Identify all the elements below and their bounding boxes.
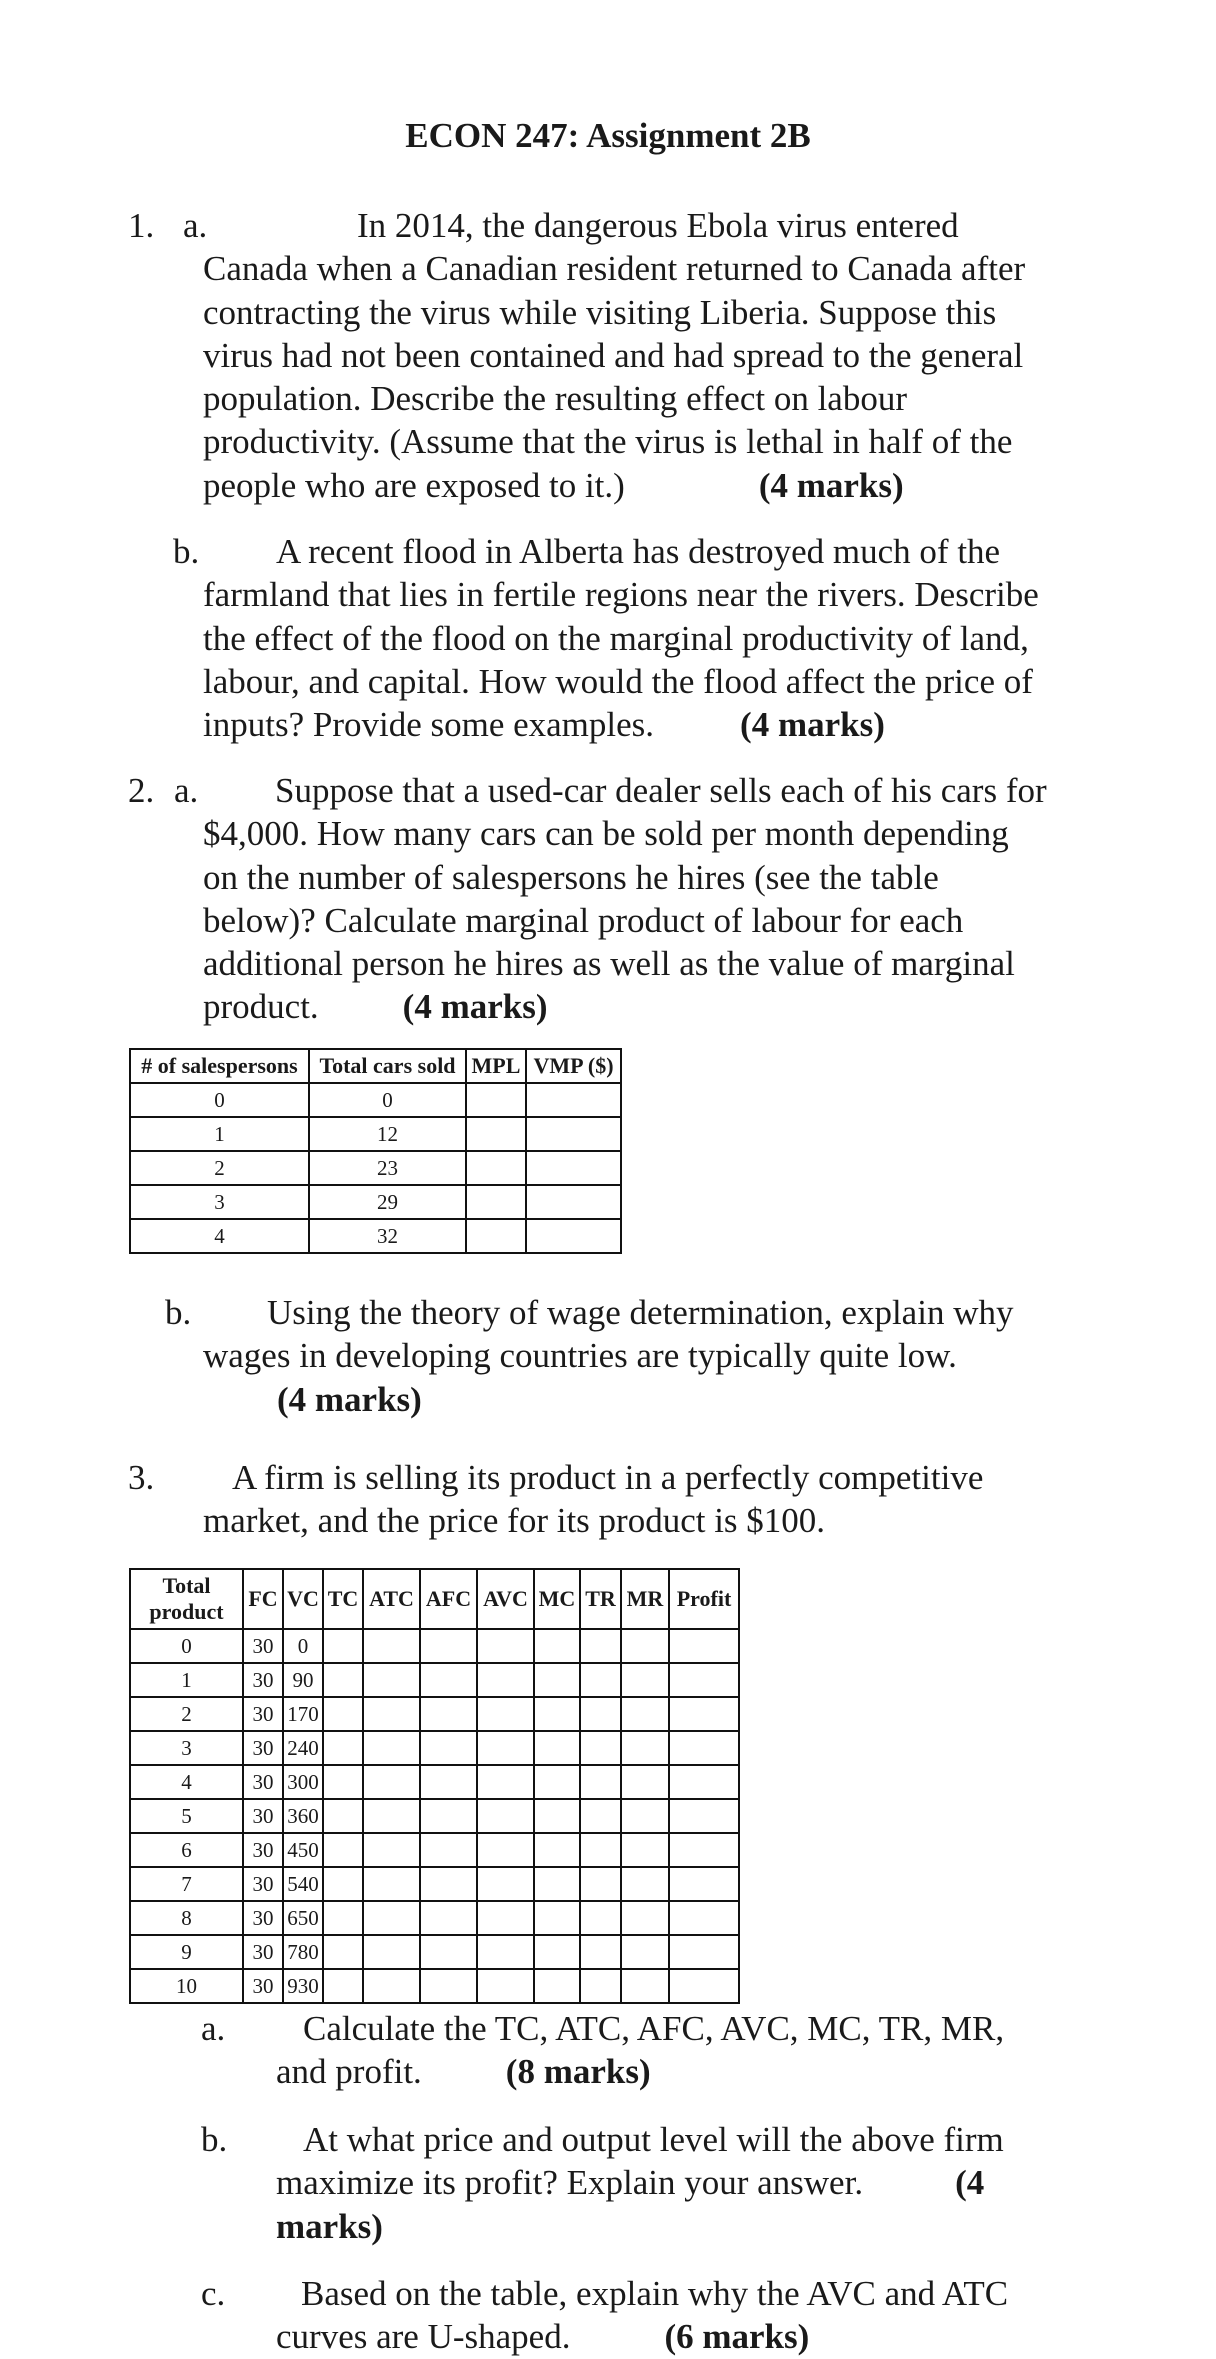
table-cell	[526, 1185, 621, 1219]
table-cell	[323, 1629, 363, 1663]
table-cell	[534, 1697, 580, 1731]
table-cell	[477, 1833, 534, 1867]
table-cell	[466, 1151, 526, 1185]
table-cell	[580, 1697, 621, 1731]
table-cell: 30	[243, 1663, 283, 1697]
table-cell: 30	[243, 1867, 283, 1901]
text-line: and profit.	[276, 2052, 422, 2092]
table-row	[130, 1219, 621, 1253]
table-cell	[323, 1867, 363, 1901]
table-cell: 650	[283, 1901, 323, 1935]
text-line: Canada when a Canadian resident returned to Canada after	[203, 249, 1026, 289]
question-1b-label: b.	[173, 532, 200, 571]
table-cell	[621, 1629, 669, 1663]
marks-label: (4	[955, 2163, 985, 2203]
marks-label: (4 marks)	[758, 465, 904, 505]
table-cell	[534, 1935, 580, 1969]
table-cell	[363, 1697, 420, 1731]
table-cell	[580, 1663, 621, 1697]
question-3b-label: b.	[201, 2120, 228, 2159]
table-cell	[420, 1697, 477, 1731]
marks-label: (8 marks)	[505, 2052, 651, 2092]
table-cell	[363, 1935, 420, 1969]
text-line: people who are exposed to it.)	[203, 465, 625, 505]
table-cell: 540	[283, 1867, 323, 1901]
table-cell	[477, 1663, 534, 1697]
column-header: Total product	[130, 1569, 243, 1629]
table-cell	[621, 1663, 669, 1697]
question-1-number: 1.	[128, 206, 155, 245]
table-cell	[323, 1935, 363, 1969]
question-2b-text	[203, 1291, 1013, 1421]
table-cell	[669, 1867, 739, 1901]
text-line: At what price and output level will the above firm	[303, 2120, 1004, 2159]
table-cell	[526, 1117, 621, 1151]
table-cell	[420, 1799, 477, 1833]
table-cell: 9	[130, 1935, 243, 1969]
table-cell	[363, 1765, 420, 1799]
table-row	[130, 1867, 739, 1901]
table-cell	[363, 1867, 420, 1901]
cost-table	[129, 1568, 740, 2004]
table-cell	[580, 1935, 621, 1969]
text-line: additional person he hires as well as the value of marginal	[203, 944, 1015, 984]
table-cell	[669, 1697, 739, 1731]
table-cell	[621, 1765, 669, 1799]
table-cell: 29	[309, 1185, 466, 1219]
table-cell	[580, 1969, 621, 2003]
column-header: FC	[243, 1569, 283, 1629]
table-cell	[323, 1663, 363, 1697]
question-2a-text	[203, 769, 1047, 1029]
table-cell: 3	[130, 1185, 309, 1219]
table-cell: 8	[130, 1901, 243, 1935]
table-cell	[420, 1901, 477, 1935]
table-cell	[526, 1151, 621, 1185]
table-cell	[580, 1629, 621, 1663]
column-header: TC	[323, 1569, 363, 1629]
text-line: Suppose that a used-car dealer sells each of his cars for	[275, 771, 1047, 810]
table-cell	[363, 1799, 420, 1833]
table-row	[130, 1663, 739, 1697]
table-cell	[669, 1629, 739, 1663]
column-header: MR	[621, 1569, 669, 1629]
table-cell	[526, 1083, 621, 1117]
column-header: MC	[534, 1569, 580, 1629]
table-cell: 90	[283, 1663, 323, 1697]
table-cell	[621, 1901, 669, 1935]
table-cell	[420, 1867, 477, 1901]
text-line: product.	[203, 987, 319, 1027]
table-cell: 4	[130, 1219, 309, 1253]
marks-label: (4 marks)	[277, 1379, 422, 1419]
text-line: A recent flood in Alberta has destroyed much of the	[276, 532, 1001, 571]
table-cell: 4	[130, 1765, 243, 1799]
text-line: productivity. (Assume that the virus is lethal in half of the	[203, 422, 1013, 462]
table-cell	[669, 1833, 739, 1867]
column-header: Total cars sold	[309, 1049, 466, 1083]
table-row	[130, 1083, 621, 1117]
table-row	[130, 1151, 621, 1185]
table-cell	[323, 1697, 363, 1731]
table-cell	[477, 1901, 534, 1935]
question-2b-label: b.	[165, 1293, 192, 1332]
table-cell: 30	[243, 1799, 283, 1833]
table-cell	[363, 1731, 420, 1765]
table-cell	[580, 1765, 621, 1799]
question-2a-label: a.	[174, 771, 199, 810]
table-cell: 30	[243, 1935, 283, 1969]
table-row	[130, 1833, 739, 1867]
table-cell	[466, 1117, 526, 1151]
text-line: $4,000. How many cars can be sold per month depending	[203, 814, 1009, 854]
table-cell	[621, 1935, 669, 1969]
table-cell	[669, 1901, 739, 1935]
question-3c-text	[276, 2272, 1008, 2359]
table-cell: 7	[130, 1867, 243, 1901]
table-cell	[580, 1731, 621, 1765]
table-cell	[580, 1833, 621, 1867]
table-cell	[323, 1901, 363, 1935]
table-cell	[669, 1799, 739, 1833]
table-cell	[621, 1969, 669, 2003]
table-row	[130, 1799, 739, 1833]
question-3c-label: c.	[201, 2274, 226, 2313]
table-cell	[534, 1629, 580, 1663]
table-cell	[534, 1867, 580, 1901]
table-cell: 12	[309, 1117, 466, 1151]
table-cell	[580, 1901, 621, 1935]
table-cell	[580, 1867, 621, 1901]
table-cell: 30	[243, 1969, 283, 2003]
question-1b-text	[203, 530, 1039, 746]
table-cell	[534, 1799, 580, 1833]
table-cell	[323, 1731, 363, 1765]
table-cell: 1	[130, 1663, 243, 1697]
table-cell: 240	[283, 1731, 323, 1765]
table-cell: 10	[130, 1969, 243, 2003]
table-cell	[534, 1765, 580, 1799]
table-row	[130, 1901, 739, 1935]
table-cell: 1	[130, 1117, 309, 1151]
text-line: market, and the price for its product is $100.	[203, 1501, 826, 1541]
table-cell: 170	[283, 1697, 323, 1731]
table-cell: 0	[130, 1083, 309, 1117]
table-cell	[420, 1731, 477, 1765]
table-cell: 2	[130, 1697, 243, 1731]
table-cell	[323, 1969, 363, 2003]
table-cell: 30	[243, 1901, 283, 1935]
table-cell	[363, 1629, 420, 1663]
question-1a-text	[203, 204, 1025, 507]
table-cell	[477, 1867, 534, 1901]
table-cell: 32	[309, 1219, 466, 1253]
text-line: labour, and capital. How would the flood affect the price of	[203, 661, 1033, 701]
text-line: Using the theory of wage determination, explain why	[267, 1293, 1014, 1332]
table-header-row	[130, 1569, 739, 1629]
column-header: AFC	[420, 1569, 477, 1629]
marks-label: (4 marks)	[402, 987, 548, 1027]
table-cell	[363, 1969, 420, 2003]
text-line: maximize its profit? Explain your answer.	[276, 2163, 864, 2203]
question-1a-label: a.	[183, 206, 208, 245]
text-line: curves are U-shaped.	[276, 2317, 571, 2357]
table-cell: 300	[283, 1765, 323, 1799]
table-cell: 0	[309, 1083, 466, 1117]
column-header: VC	[283, 1569, 323, 1629]
table-cell	[621, 1799, 669, 1833]
table-cell	[534, 1663, 580, 1697]
text-line: below)? Calculate marginal product of labour for each	[203, 900, 964, 940]
table-cell	[580, 1799, 621, 1833]
text-line: wages in developing countries are typically quite low.	[203, 1336, 957, 1376]
table-cell	[420, 1833, 477, 1867]
question-3-number: 3.	[128, 1458, 155, 1497]
table-row	[130, 1185, 621, 1219]
column-header: # of salespersons	[130, 1049, 309, 1083]
table-cell	[669, 1663, 739, 1697]
table-cell	[323, 1833, 363, 1867]
table-cell: 30	[243, 1833, 283, 1867]
question-3a-text	[276, 2007, 1004, 2094]
table-cell: 2	[130, 1151, 309, 1185]
table-cell	[669, 1935, 739, 1969]
text-line: Based on the table, explain why the AVC and ATC	[301, 2274, 1009, 2313]
table-row	[130, 1765, 739, 1799]
column-header: TR	[580, 1569, 621, 1629]
table-cell: 30	[243, 1765, 283, 1799]
column-header: AVC	[477, 1569, 534, 1629]
text-line: inputs? Provide some examples.	[203, 705, 655, 745]
question-3-text	[203, 1456, 983, 1543]
table-cell	[477, 1731, 534, 1765]
table-cell	[669, 1765, 739, 1799]
text-line: on the number of salespersons he hires (see the table	[203, 857, 939, 897]
table-cell	[420, 1935, 477, 1969]
table-cell	[477, 1799, 534, 1833]
table-row	[130, 1117, 621, 1151]
table-cell	[669, 1969, 739, 2003]
table-cell	[466, 1219, 526, 1253]
table-cell: 0	[130, 1629, 243, 1663]
table-cell	[477, 1697, 534, 1731]
table-cell	[621, 1867, 669, 1901]
table-cell	[526, 1219, 621, 1253]
table-cell: 6	[130, 1833, 243, 1867]
table-cell: 30	[243, 1629, 283, 1663]
table-cell: 23	[309, 1151, 466, 1185]
table-cell	[420, 1663, 477, 1697]
table-cell	[363, 1901, 420, 1935]
column-header: VMP ($)	[526, 1049, 621, 1083]
table-cell	[420, 1629, 477, 1663]
table-cell	[420, 1765, 477, 1799]
table-cell	[477, 1629, 534, 1663]
marks-label: (4 marks)	[740, 705, 885, 745]
table-cell	[323, 1765, 363, 1799]
table-cell: 780	[283, 1935, 323, 1969]
column-header: MPL	[466, 1049, 526, 1083]
table-cell	[534, 1731, 580, 1765]
question-3b-text	[276, 2118, 1004, 2248]
text-line: Calculate the TC, ATC, AFC, AVC, MC, TR, MR,	[303, 2009, 1005, 2048]
question-2-number: 2.	[128, 771, 155, 810]
table-cell	[466, 1083, 526, 1117]
table-cell	[534, 1901, 580, 1935]
table-row	[130, 1969, 739, 2003]
table-cell: 30	[243, 1731, 283, 1765]
table-row	[130, 1935, 739, 1969]
column-header: Profit	[669, 1569, 739, 1629]
table-cell	[477, 1969, 534, 2003]
table-cell	[420, 1969, 477, 2003]
text-line: virus had not been contained and had spread to the general	[203, 335, 1024, 375]
table-row	[130, 1629, 739, 1663]
table-cell	[621, 1731, 669, 1765]
table-cell	[534, 1969, 580, 2003]
text-line: A firm is selling its product in a perfectly competitive	[232, 1458, 984, 1497]
text-line: contracting the virus while visiting Liberia. Suppose this	[203, 292, 997, 332]
table-cell	[477, 1935, 534, 1969]
text-line: farmland that lies in fertile regions near the rivers. Describe	[203, 575, 1039, 615]
table-cell	[363, 1833, 420, 1867]
table-header-row	[130, 1049, 621, 1083]
table-cell	[534, 1833, 580, 1867]
marks-label: (6 marks)	[664, 2317, 810, 2357]
table-cell: 450	[283, 1833, 323, 1867]
table-cell: 0	[283, 1629, 323, 1663]
page-title: ECON 247: Assignment 2B	[405, 116, 811, 155]
marks-label: marks)	[276, 2206, 383, 2246]
table-cell	[669, 1731, 739, 1765]
table-cell	[466, 1185, 526, 1219]
table-cell: 30	[243, 1697, 283, 1731]
question-3a-label: a.	[201, 2009, 226, 2048]
text-line: population. Describe the resulting effect on labour	[203, 379, 907, 419]
text-line: the effect of the flood on the marginal productivity of land,	[203, 618, 1029, 658]
table-cell: 5	[130, 1799, 243, 1833]
table-cell	[323, 1799, 363, 1833]
column-header: ATC	[363, 1569, 420, 1629]
table-row	[130, 1731, 739, 1765]
table-cell: 3	[130, 1731, 243, 1765]
table-cell	[363, 1663, 420, 1697]
salespersons-table	[129, 1048, 622, 1254]
table-row	[130, 1697, 739, 1731]
table-cell	[477, 1765, 534, 1799]
table-cell: 930	[283, 1969, 323, 2003]
table-cell	[621, 1697, 669, 1731]
table-cell: 360	[283, 1799, 323, 1833]
table-cell	[621, 1833, 669, 1867]
text-line: In 2014, the dangerous Ebola virus entered	[357, 206, 959, 245]
